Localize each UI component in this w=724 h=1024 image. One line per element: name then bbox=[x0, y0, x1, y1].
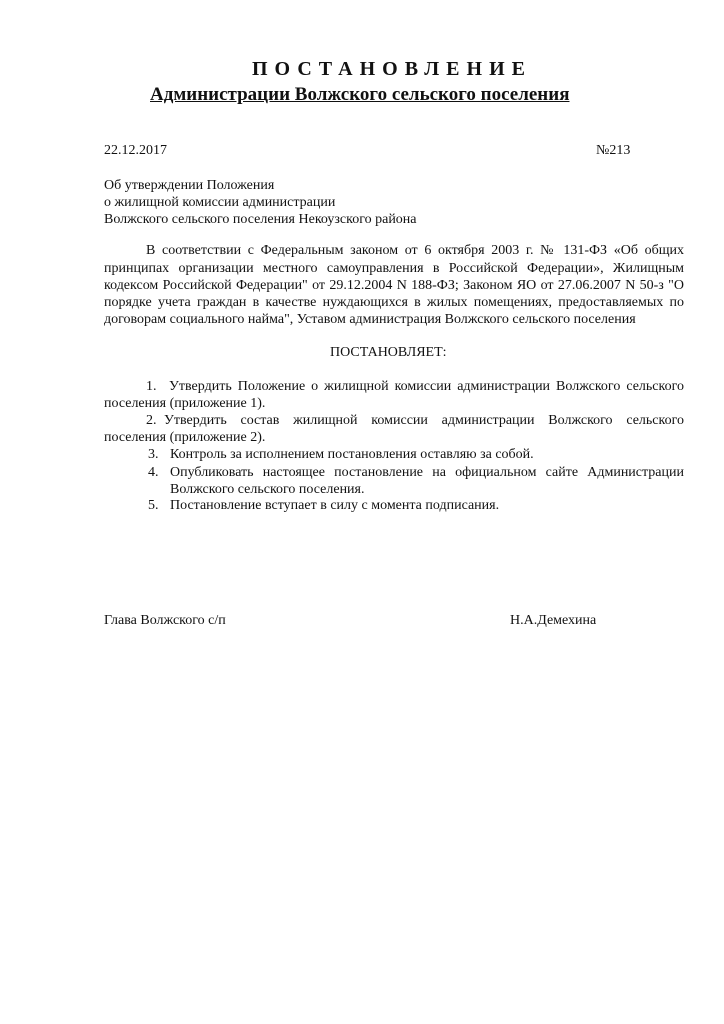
signatory-name: Н.А.Демехина bbox=[510, 613, 597, 628]
preamble-line: порядке учета граждан в качестве нуждающихся в жилых помещениях, предоставляемых по bbox=[104, 295, 684, 310]
preamble-line: принципах организации местного самоуправления в Российской Федерации», Жилищным bbox=[104, 261, 684, 276]
item-text: поселения (приложение 2). bbox=[104, 430, 266, 445]
item-text: поселения (приложение 1). bbox=[104, 396, 266, 411]
subject-line: Об утверждении Положения bbox=[104, 178, 275, 193]
item-text: Волжского сельского поселения. bbox=[170, 482, 365, 497]
item-text: Утвердить состав жилищной комиссии администрации Волжского сельского bbox=[164, 413, 684, 428]
item-number: 3. bbox=[148, 447, 159, 462]
resolves-heading: ПОСТАНОВЛЯЕТ: bbox=[330, 345, 447, 360]
preamble-line: кодексом Российской Федерации" от 29.12.2004 N 188-ФЗ; Законом ЯО от 27.06.2007 N 50-з "О bbox=[104, 278, 684, 293]
document-date: 22.12.2017 bbox=[104, 143, 167, 158]
document-title: ПОСТАНОВЛЕНИЕ bbox=[252, 58, 532, 80]
signatory-position: Глава Волжского с/п bbox=[104, 613, 226, 628]
item-number: 5. bbox=[148, 498, 159, 513]
subject-line: о жилищной комиссии администрации bbox=[104, 195, 336, 210]
item-text: Постановление вступает в силу с момента подписания. bbox=[170, 498, 500, 513]
preamble-line: договорам социального найма", Уставом администрация Волжского сельского поселения bbox=[104, 312, 636, 327]
item-number: 1. bbox=[146, 379, 157, 394]
item-text: Утвердить Положение о жилищной комиссии администрации Волжского сельского bbox=[169, 379, 684, 394]
document-subtitle: Администрации Волжского сельского поселения bbox=[150, 84, 570, 105]
document-number: №213 bbox=[596, 143, 631, 158]
item-number: 4. bbox=[148, 465, 159, 480]
item-number: 2. bbox=[146, 413, 157, 428]
subject-line: Волжского сельского поселения Некоузского района bbox=[104, 212, 417, 227]
preamble-line: В соответствии с Федеральным законом от 6 октября 2003 г. № 131-ФЗ «Об общих bbox=[146, 243, 684, 258]
item-text: Опубликовать настоящее постановление на официальном сайте Администрации bbox=[170, 465, 684, 480]
item-text: Контроль за исполнением постановления оставляю за собой. bbox=[170, 447, 534, 462]
